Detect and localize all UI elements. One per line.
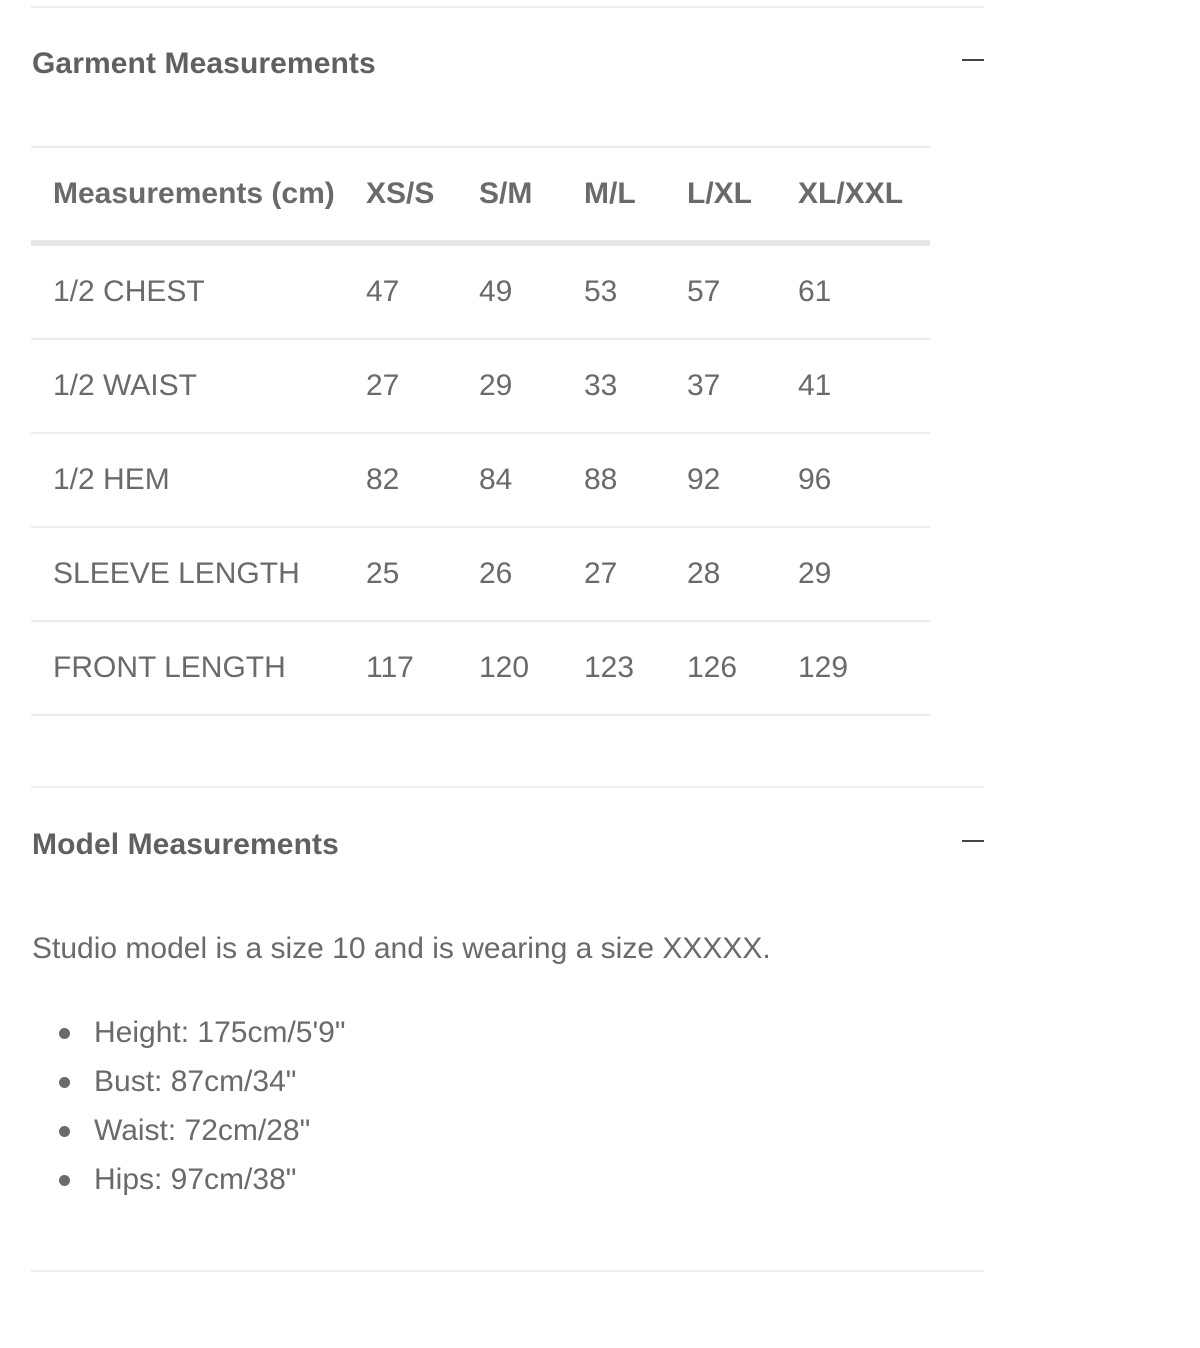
garment-measurements-title[interactable]: Garment Measurements: [32, 47, 376, 80]
row-label: SLEEVE LENGTH: [31, 527, 366, 621]
garment-measurements-table: [31, 146, 930, 716]
table-cell: 49: [479, 243, 584, 339]
column-header: XS/S: [366, 147, 479, 243]
minus-icon: [962, 840, 984, 842]
row-label: FRONT LENGTH: [31, 621, 366, 715]
table-cell: 82: [366, 433, 479, 527]
list-item-text: Waist: 72cm/28": [94, 1114, 311, 1147]
row-label: 1/2 CHEST: [31, 243, 366, 339]
minus-icon: [962, 59, 984, 61]
table-row: [31, 621, 930, 715]
table-cell: 53: [584, 243, 687, 339]
model-description: Studio model is a size 10 and is wearing a size XXXXX.: [32, 932, 771, 965]
table-cell: 120: [479, 621, 584, 715]
table-cell: 88: [584, 433, 687, 527]
table-row: [31, 339, 930, 433]
column-header: L/XL: [687, 147, 798, 243]
table-cell: 96: [798, 433, 930, 527]
table-cell: 33: [584, 339, 687, 433]
list-item: [50, 1057, 346, 1106]
bullet-icon: [59, 1175, 70, 1186]
list-item-text: Hips: 97cm/38": [94, 1163, 297, 1196]
model-measurements-title[interactable]: Model Measurements: [32, 828, 339, 861]
table-cell: 41: [798, 339, 930, 433]
row-label: 1/2 WAIST: [31, 339, 366, 433]
table-cell: 26: [479, 527, 584, 621]
top-divider: [31, 6, 984, 8]
list-item: [50, 1106, 346, 1155]
table-cell: 27: [366, 339, 479, 433]
list-item: [50, 1155, 346, 1204]
model-collapse-button[interactable]: [950, 823, 996, 859]
model-measurements-list: [50, 1008, 346, 1204]
table-row: [31, 243, 930, 339]
list-item-text: Bust: 87cm/34": [94, 1065, 297, 1098]
bullet-icon: [59, 1028, 70, 1039]
table-cell: 47: [366, 243, 479, 339]
table-row: [31, 527, 930, 621]
row-label: 1/2 HEM: [31, 433, 366, 527]
table-cell: 25: [366, 527, 479, 621]
bottom-divider: [31, 1270, 984, 1272]
table-cell: 37: [687, 339, 798, 433]
column-header: Measurements (cm): [31, 147, 366, 243]
table-cell: 57: [687, 243, 798, 339]
table-cell: 27: [584, 527, 687, 621]
table-cell: 92: [687, 433, 798, 527]
garment-collapse-button[interactable]: [950, 42, 996, 78]
list-item-text: Height: 175cm/5'9": [94, 1016, 346, 1049]
column-header: M/L: [584, 147, 687, 243]
table-cell: 123: [584, 621, 687, 715]
table-cell: 29: [479, 339, 584, 433]
table-header-row: [31, 147, 930, 243]
section-divider: [31, 786, 984, 788]
table-cell: 126: [687, 621, 798, 715]
bullet-icon: [59, 1077, 70, 1088]
bullet-icon: [59, 1126, 70, 1137]
table-cell: 129: [798, 621, 930, 715]
table-cell: 117: [366, 621, 479, 715]
table-cell: 61: [798, 243, 930, 339]
table-cell: 84: [479, 433, 584, 527]
table-row: [31, 433, 930, 527]
table-cell: 28: [687, 527, 798, 621]
table-cell: 29: [798, 527, 930, 621]
list-item: [50, 1008, 346, 1057]
column-header: XL/XXL: [798, 147, 930, 243]
column-header: S/M: [479, 147, 584, 243]
